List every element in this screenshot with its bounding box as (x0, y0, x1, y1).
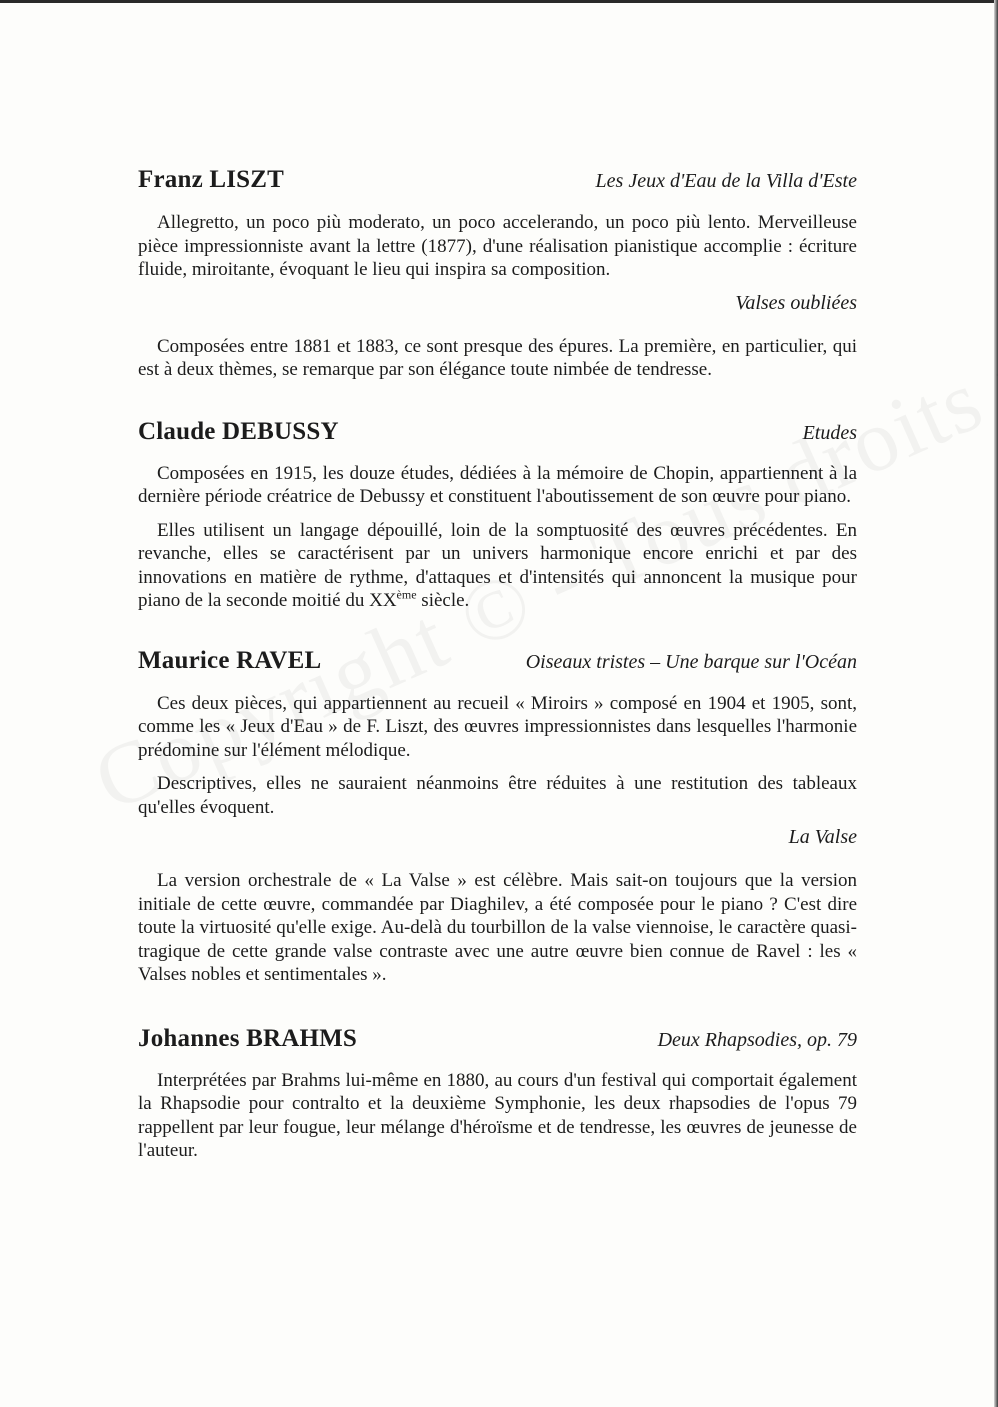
section-heading (138, 647, 857, 675)
paragraph: Composées entre 1881 et 1883, ce sont presque des épures. La première, en particulier, qui est à deux thèmes, se remarque par son élégance toute nimbée de tendresse. (138, 335, 857, 380)
section-liszt (138, 166, 857, 382)
section-heading (138, 418, 857, 446)
composer-name: Maurice RAVEL (138, 646, 322, 674)
paragraph: La version orchestrale de « La Valse » est célèbre. Mais sait-on toujours que la version initiale de cette œuvre, commandée par Diaghilev, a été composée pour le piano ? C'est dire toute la virtuosité qu'elle exige. Au-delà du tourbillon de la valse viennoise, le caractère quasi-tragique de cette grande valse contraste avec une autre œuvre bien connue de Ravel : les « Valses nobles et sentimentales ». (138, 870, 857, 985)
work-title: La Valse (788, 826, 857, 848)
paragraph: Interprétées par Brahms lui-même en 1880, au cours d'un festival qui comportait également la Rhapsodie pour contralto et la deuxième Symphonie, les deux rhapsodies de l'opus 79 rappellent par leur fougue, leur mélange d'héroïsme et de tendresse, les œuvres de jeunesse de l'auteur. (138, 1069, 857, 1161)
paragraph-text: Elles utilisent un langage dépouillé, loin de la somptuosité des œuvres précédentes. En revanche, elles se caractérisent par un univers harmonique encore enrichi et par des innovations en matière de rythme, d'attaques et d'intensités qui annoncent la musique pour piano de la seconde moitié du XX (138, 519, 857, 611)
composer-name: Claude DEBUSSY (138, 417, 339, 445)
paragraph: Ces deux pièces, qui appartiennent au recueil « Miroirs » composé en 1904 et 1905, sont, comme les « Jeux d'Eau » de F. Liszt, des œuvres impressionnistes dans lesquelles l'harmonie prédomine sur l'élément mélodique. (138, 692, 857, 761)
paragraph (138, 519, 857, 613)
composer-name: Franz LISZT (138, 166, 284, 193)
work-title: Deux Rhapsodies, op. 79 (657, 1028, 857, 1051)
work-title: Etudes (802, 421, 857, 444)
page-right-edge (994, 0, 998, 1407)
section-heading (138, 166, 857, 194)
section-debussy (138, 418, 857, 613)
work-title: Oiseaux tristes – Une barque sur l'Océan (525, 650, 857, 673)
paragraph-tail: siècle. (416, 590, 470, 611)
composer-name: Johannes BRAHMS (138, 1024, 358, 1052)
work-title: Les Jeux d'Eau de la Villa d'Este (595, 170, 857, 192)
section-brahms (138, 1025, 857, 1163)
paragraph: Allegretto, un poco più moderato, un poco accelerando, un poco più lento. Merveilleuse pièce impressionniste avant la lettre (1877), d'une réalisation pianistique accomplie : écriture fluide, miroitante, évoquant le lieu qui inspira sa composition. (138, 212, 857, 280)
section-ravel (138, 647, 857, 987)
page-top-edge (0, 0, 998, 3)
paragraph: Descriptives, elles ne sauraient néanmoins être réduites à une restitution des tableaux qu'elles évoquent. (138, 773, 857, 818)
paragraph: Composées en 1915, les douze études, dédiées à la mémoire de Chopin, appartiennent à la dernière période créatrice de Debussy et constituent l'aboutissement de son œuvre pour piano. (138, 462, 857, 507)
work-title: Valses oubliées (735, 291, 857, 314)
superscript: ème (396, 587, 417, 602)
section-heading (138, 1025, 857, 1053)
program-notes (138, 166, 857, 1163)
